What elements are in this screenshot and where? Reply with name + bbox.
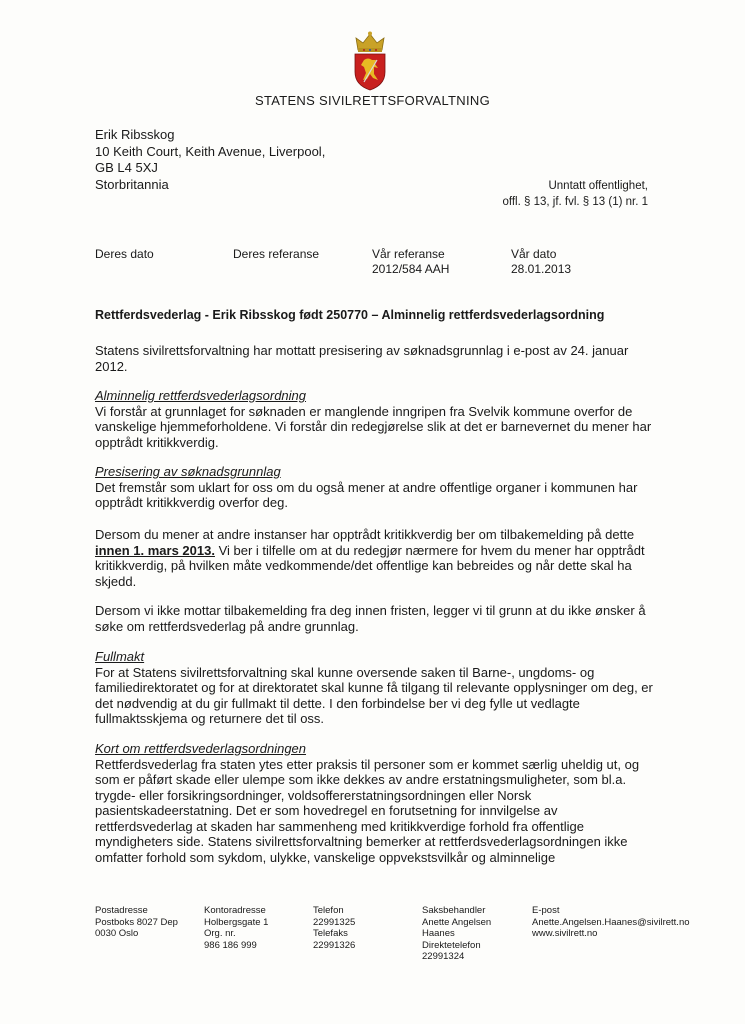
footer-kontoradresse bbox=[204, 905, 268, 951]
exemption-line2: offl. § 13, jf. fvl. § 13 (1) nr. 1 bbox=[502, 196, 648, 208]
var-dato-label: Vår dato bbox=[511, 247, 557, 261]
footer-value: 22991325 bbox=[313, 916, 356, 928]
footer-email-link[interactable]: Anette.Angelsen.Haanes@sivilrett.no bbox=[532, 916, 690, 928]
footer-value: Direktetelefon bbox=[422, 939, 481, 951]
var-referanse-label: Vår referanse bbox=[372, 247, 445, 261]
deres-referanse-label: Deres referanse bbox=[233, 247, 320, 261]
footer-label: Kontoradresse bbox=[204, 905, 266, 916]
var-dato-value: 28.01.2013 bbox=[511, 262, 572, 276]
section-text: Rettferdsvederlag fra staten ytes etter praksis til personer som er kommet særlig uheldig ut, og som er påført skade eller ulempe som ikke dekkes av andre erstatningsmuligheter, som bl.a. trygde- eller forsikringsordninger, voldsoffererstatningsordningen eller Norsk pasientskadeerstatning. Det er som hovedregel en forutsetning for innvilgelse av rettferdsvederlag at skaden har sammenheng med kritikkverdige forhold fra offentlige myndigheters side. Statens sivilrettsforvaltning bemerker at rettferdsvederlagsordningen ikke omfatter forhold som sykdom, ulykke, vanskelige oppvekstsvilkår og alminnelige bbox=[95, 756, 640, 865]
footer-telefon bbox=[313, 905, 355, 951]
footer-value: 986 186 999 bbox=[204, 939, 257, 951]
deadline-date: innen 1. mars 2013. bbox=[95, 542, 215, 558]
section-heading: Alminnelig rettferdsvederlagsordning bbox=[95, 388, 307, 403]
var-dato bbox=[511, 247, 571, 277]
agency-name: STATENS SIVILRETTSFORVALTNING bbox=[254, 93, 491, 108]
no-reply-paragraph bbox=[95, 603, 655, 634]
section-presisering bbox=[95, 464, 655, 511]
deadline-paragraph bbox=[95, 527, 655, 589]
footer-value: 22991324 bbox=[422, 951, 465, 962]
deadline-post: Vi ber i tilfelle om at du redegjør nærmere for hvem du mener har opptrådt kritikkverdig, på hvilken måte vedkommende/det offentlige kan bebreides og når dette skal ha skjedd. bbox=[95, 542, 645, 589]
footer-saksbehandler bbox=[422, 905, 491, 963]
norway-coat-of-arms-icon bbox=[350, 30, 390, 92]
recipient-address-line2: GB L4 5XJ bbox=[95, 160, 158, 175]
var-referanse-value: 2012/584 AAH bbox=[372, 262, 450, 276]
section-text: Vi forstår at grunnlaget for søknaden er manglende inngripen fra Svelvik kommune overfor de vanskelige hjemmeforholdene. Vi forstår din redegjørelse slik at det er barnevernet du mener har opptrådt kritikkverdig. bbox=[95, 403, 652, 450]
footer-value: Holbergsgate 1 bbox=[204, 916, 269, 928]
footer-label: Saksbehandler bbox=[422, 905, 486, 916]
footer-web-link[interactable]: www.sivilrett.no bbox=[532, 928, 598, 939]
section-fullmakt bbox=[95, 649, 655, 727]
intro-paragraph bbox=[95, 343, 655, 374]
footer-value: Anette Angelsen bbox=[422, 916, 492, 928]
footer-epost bbox=[532, 905, 690, 940]
section-kort-om bbox=[95, 741, 655, 865]
recipient-address bbox=[95, 127, 325, 193]
recipient-address-line1: 10 Keith Court, Keith Avenue, Liverpool, bbox=[95, 143, 326, 159]
intro-text: Statens sivilrettsforvaltning har mottatt presisering av søknadsgrunnlag i e-post av 24. januar 2012. bbox=[95, 343, 629, 374]
footer-value: 0030 Oslo bbox=[95, 928, 139, 939]
deres-dato bbox=[95, 247, 154, 262]
footer-label: Postadresse bbox=[95, 905, 148, 916]
deres-referanse bbox=[233, 247, 319, 262]
footer-label: Telefon bbox=[313, 905, 344, 916]
deadline-pre: Dersom du mener at andre instanser har opptrådt kritikkverdig ber om tilbakemelding på dette bbox=[95, 527, 635, 542]
section-text: Det fremstår som uklart for oss om du også mener at andre offentlige organer i kommunen har opptrådt kritikkverdig overfor deg. bbox=[95, 479, 638, 510]
section-heading: Fullmakt bbox=[95, 649, 145, 664]
section-alminnelig bbox=[95, 388, 655, 450]
footer-label: E-post bbox=[532, 905, 560, 916]
deres-dato-label: Deres dato bbox=[95, 247, 154, 261]
section-text: For at Statens sivilrettsforvaltning skal kunne oversende saken til Barne-, ungdoms- og familiedirektoratet og for at direktoratet skal kunne få tilgang til relevante opplysninger om deg, er det nødvendig at du gir fullmakt til dette. I den forbindelse ber vi deg fylle ut vedlagte fullmaktsskjema og returnere det til oss. bbox=[95, 664, 653, 726]
recipient-country: Storbritannia bbox=[95, 176, 169, 192]
section-heading: Kort om rettferdsvederlagsordningen bbox=[95, 741, 307, 756]
footer-value: Postboks 8027 Dep bbox=[95, 916, 178, 928]
footer-value: Org. nr. bbox=[204, 928, 236, 939]
no-reply-text: Dersom vi ikke mottar tilbakemelding fra deg innen fristen, legger vi til grunn at du ikke ønsker å søke om rettferdsvederlag på andre grunnlag. bbox=[95, 603, 646, 634]
footer-value: 22991326 bbox=[313, 939, 356, 951]
deadline-text bbox=[95, 527, 655, 589]
footer-postadresse bbox=[95, 905, 178, 940]
letter-subject: Rettferdsvederlag - Erik Ribsskog født 250770 – Alminnelig rettferdsvederlagsordning bbox=[95, 308, 605, 322]
exemption-line1: Unntatt offentlighet, bbox=[548, 180, 648, 192]
footer-label: Telefaks bbox=[313, 928, 348, 939]
section-heading: Presisering av søknadsgrunnlag bbox=[95, 464, 281, 479]
var-referanse bbox=[372, 247, 449, 277]
recipient-name: Erik Ribsskog bbox=[95, 127, 175, 142]
footer-value: Haanes bbox=[422, 928, 455, 939]
exemption-note bbox=[502, 178, 648, 210]
